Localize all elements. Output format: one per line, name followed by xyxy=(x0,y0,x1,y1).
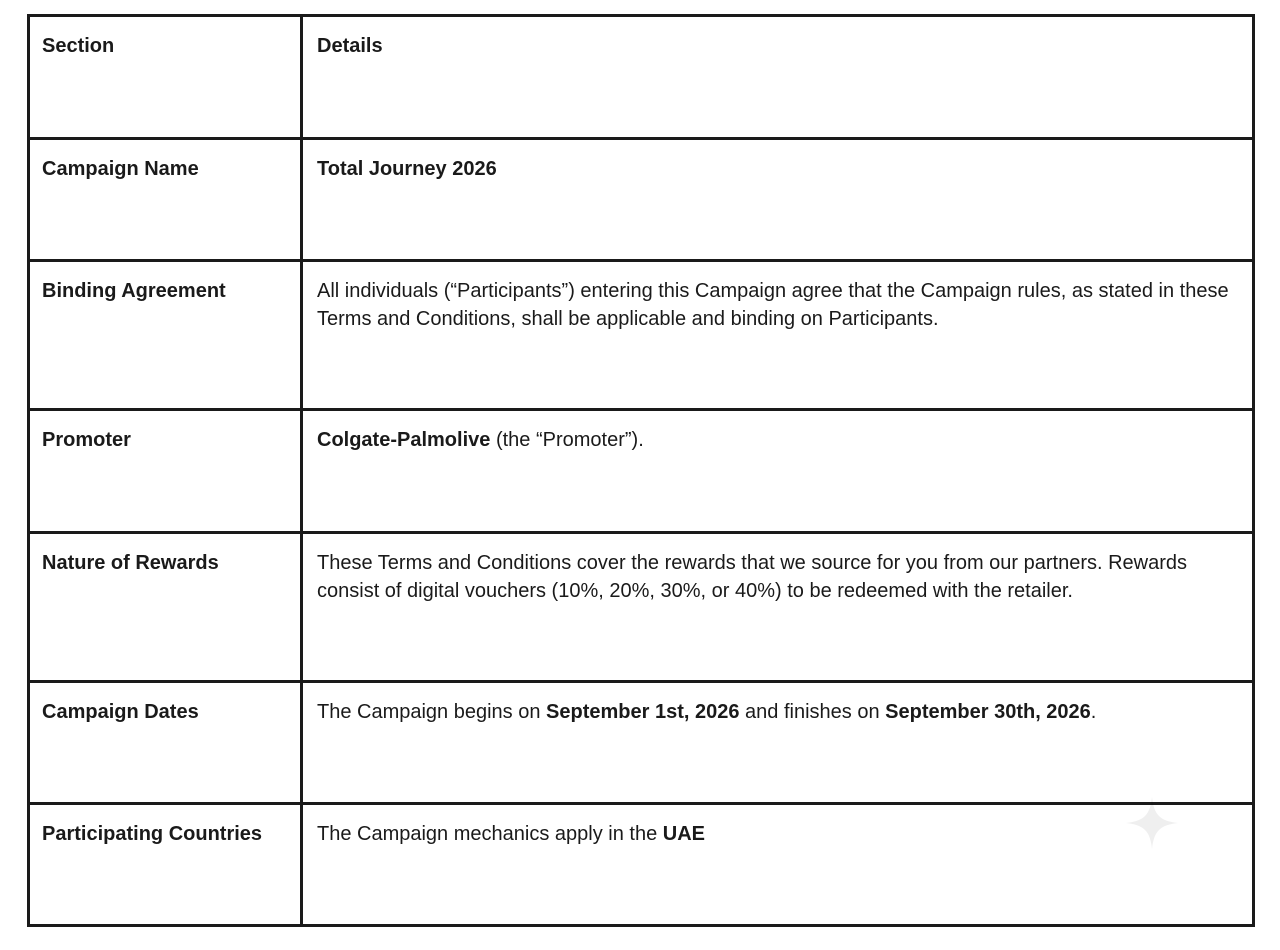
details-cell-campaign-name xyxy=(302,139,1254,261)
campaign-name-value: Total Journey 2026 xyxy=(317,158,497,180)
details-cell-binding-agreement xyxy=(302,261,1254,410)
nature-of-rewards-text: These Terms and Conditions cover the rewards that we source for you from our partners. Rewards consist of digital vouchers (10%, 20%, 30%, or 40%) to be redeemed with the retailer. xyxy=(317,552,1188,602)
details-cell-campaign-dates xyxy=(302,682,1254,804)
campaign-dates-text-3: . xyxy=(1090,701,1097,723)
section-label-participating-countries: Participating Countries xyxy=(42,823,263,845)
details-cell-nature-of-rewards xyxy=(302,533,1254,682)
section-cell-campaign-dates xyxy=(29,682,302,804)
campaign-start-date: September 1st, 2026 xyxy=(546,701,740,723)
table-row-campaign-name xyxy=(29,139,1254,261)
section-cell-participating-countries xyxy=(29,804,302,926)
promoter-suffix: (the “Promoter”). xyxy=(490,429,644,451)
table-row-binding-agreement xyxy=(29,261,1254,410)
section-label-campaign-name: Campaign Name xyxy=(42,158,199,180)
details-cell-participating-countries xyxy=(302,804,1254,926)
table-header-row xyxy=(29,16,1254,139)
header-section-cell xyxy=(29,16,302,139)
section-cell-promoter xyxy=(29,410,302,533)
table-row-campaign-dates xyxy=(29,682,1254,804)
table-row-participating-countries xyxy=(29,804,1254,926)
campaign-dates-text-2: and finishes on xyxy=(739,701,886,723)
section-label-campaign-dates: Campaign Dates xyxy=(42,701,199,723)
details-cell-promoter xyxy=(302,410,1254,533)
section-label-nature-of-rewards: Nature of Rewards xyxy=(42,552,219,574)
section-label-binding-agreement: Binding Agreement xyxy=(42,280,226,302)
section-label-promoter: Promoter xyxy=(42,429,131,451)
participating-country-value: UAE xyxy=(662,823,705,845)
terms-table xyxy=(27,14,1255,927)
table-row-nature-of-rewards xyxy=(29,533,1254,682)
table-row-promoter xyxy=(29,410,1254,533)
section-cell-nature-of-rewards xyxy=(29,533,302,682)
section-cell-campaign-name xyxy=(29,139,302,261)
sparkle-icon xyxy=(1124,795,1180,851)
section-cell-binding-agreement xyxy=(29,261,302,410)
participating-countries-text: The Campaign mechanics apply in the xyxy=(317,823,663,845)
header-details-cell xyxy=(302,16,1254,139)
header-section-label: Section xyxy=(42,35,115,57)
header-details-label: Details xyxy=(317,35,383,57)
campaign-dates-text-1: The Campaign begins on xyxy=(317,701,547,723)
campaign-end-date: September 30th, 2026 xyxy=(885,701,1091,723)
binding-agreement-text: All individuals (“Participants”) entering this Campaign agree that the Campaign rules, as stated in these Terms and Conditions, shall be applicable and binding on Participants. xyxy=(317,280,1229,330)
promoter-name: Colgate-Palmolive xyxy=(317,429,491,451)
